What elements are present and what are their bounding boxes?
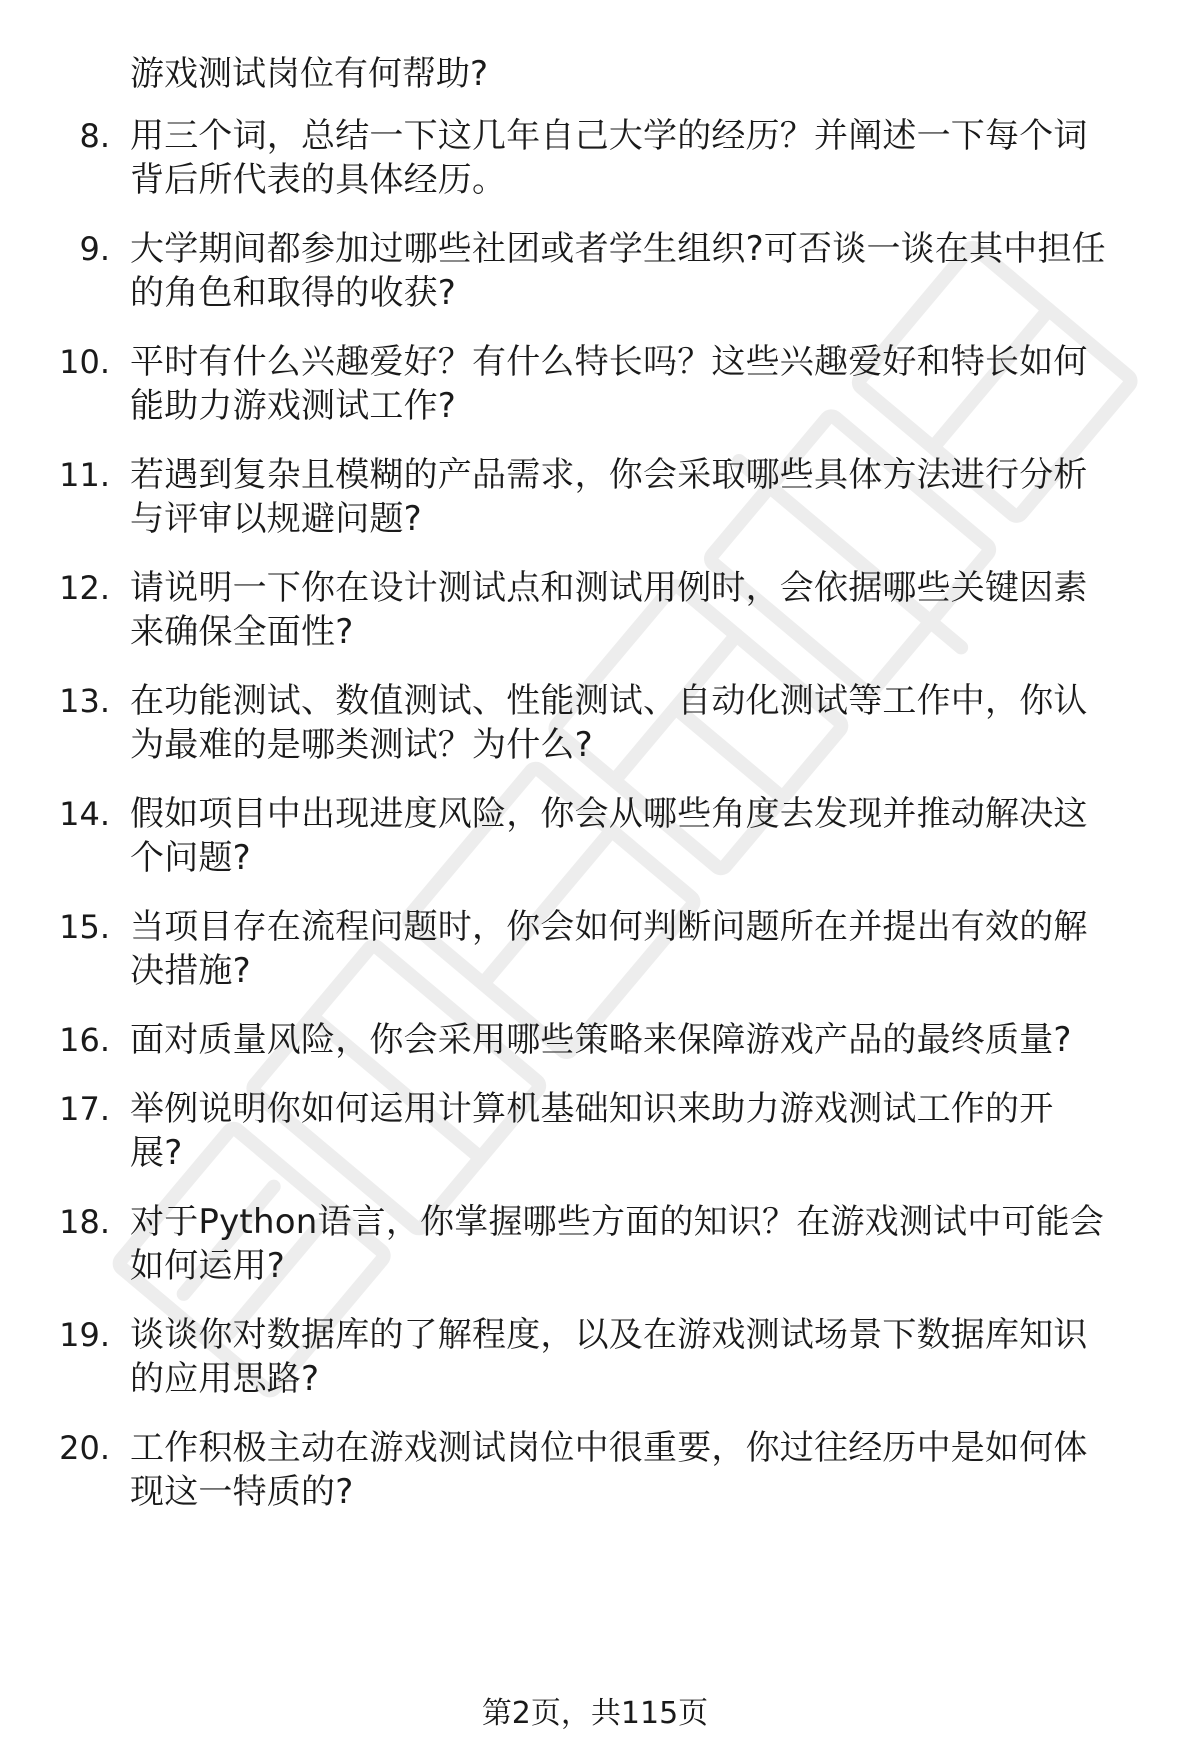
question-line: 当项目存在流程问题时，你会如何判断问题所在并提出有效的解 xyxy=(130,907,1088,947)
question-text xyxy=(130,114,1160,202)
question-line: 工作积极主动在游戏测试岗位中很重要，你过往经历中是如何体 xyxy=(130,1428,1088,1468)
question-text xyxy=(130,1313,1160,1401)
question-line: 现这一特质的? xyxy=(130,1472,354,1512)
question-line: 来确保全面性? xyxy=(130,612,354,652)
question-text xyxy=(130,453,1160,541)
question-line: 假如项目中出现进度风险，你会从哪些角度去发现并推动解决这 xyxy=(130,794,1088,834)
question-line: 展? xyxy=(130,1133,183,1173)
question-number: 10. xyxy=(59,343,110,381)
question-number: 8. xyxy=(79,117,110,155)
question-line: 谈谈你对数据库的了解程度，以及在游戏测试场景下数据库知识 xyxy=(130,1315,1088,1355)
question-line: 对于Python语言，你掌握哪些方面的知识？在游戏测试中可能会 xyxy=(130,1202,1105,1242)
question-number: 11. xyxy=(59,456,110,494)
question-text xyxy=(130,1018,1160,1062)
question-line: 决措施? xyxy=(130,951,251,991)
question-line: 用三个词，总结一下这几年自己大学的经历？并阐述一下每个词 xyxy=(130,116,1088,156)
question-line: 举例说明你如何运用计算机基础知识来助力游戏测试工作的开 xyxy=(130,1089,1054,1129)
question-number: 15. xyxy=(59,908,110,946)
question-number: 13. xyxy=(59,682,110,720)
question-text xyxy=(130,1087,1160,1175)
question-line: 大学期间都参加过哪些社团或者学生组织?可否谈一谈在其中担任 xyxy=(130,229,1106,269)
question-line: 的应用思路? xyxy=(130,1359,320,1399)
question-line: 与评审以规避问题? xyxy=(130,499,422,539)
question-text xyxy=(130,679,1160,767)
question-number: 19. xyxy=(59,1316,110,1354)
question-text xyxy=(130,227,1160,315)
question-text xyxy=(130,905,1160,993)
question-line: 的角色和取得的收获? xyxy=(130,273,457,313)
question-text xyxy=(130,1426,1160,1514)
question-number: 17. xyxy=(59,1090,110,1128)
question-text xyxy=(130,340,1160,428)
question-line: 平时有什么兴趣爱好？有什么特长吗？这些兴趣爱好和特长如何 xyxy=(130,342,1088,382)
question-number: 9. xyxy=(79,230,110,268)
question-line: 请说明一下你在设计测试点和测试用例时，会依据哪些关键因素 xyxy=(130,568,1088,608)
question-line: 为最难的是哪类测试？为什么? xyxy=(130,725,593,765)
question-number: 16. xyxy=(59,1021,110,1059)
question-number: 14. xyxy=(59,795,110,833)
continued-question-text: 游戏测试岗位有何帮助? xyxy=(130,54,489,94)
question-text xyxy=(130,1200,1160,1288)
question-text xyxy=(130,792,1160,880)
question-number: 12. xyxy=(59,569,110,607)
page-footer: 第2页，共115页 xyxy=(481,1696,709,1731)
question-number: 18. xyxy=(59,1203,110,1241)
question-line: 若遇到复杂且模糊的产品需求，你会采取哪些具体方法进行分析 xyxy=(130,455,1088,495)
question-line: 面对质量风险，你会采用哪些策略来保障游戏产品的最终质量? xyxy=(130,1020,1072,1060)
question-line: 如何运用? xyxy=(130,1246,286,1286)
question-number: 20. xyxy=(59,1429,110,1467)
question-line: 能助力游戏测试工作? xyxy=(130,386,457,426)
question-line: 背后所代表的具体经历。 xyxy=(130,160,507,200)
question-text xyxy=(130,566,1160,654)
question-line: 个问题? xyxy=(130,838,251,878)
question-line: 在功能测试、数值测试、性能测试、自动化测试等工作中，你认 xyxy=(130,681,1088,721)
